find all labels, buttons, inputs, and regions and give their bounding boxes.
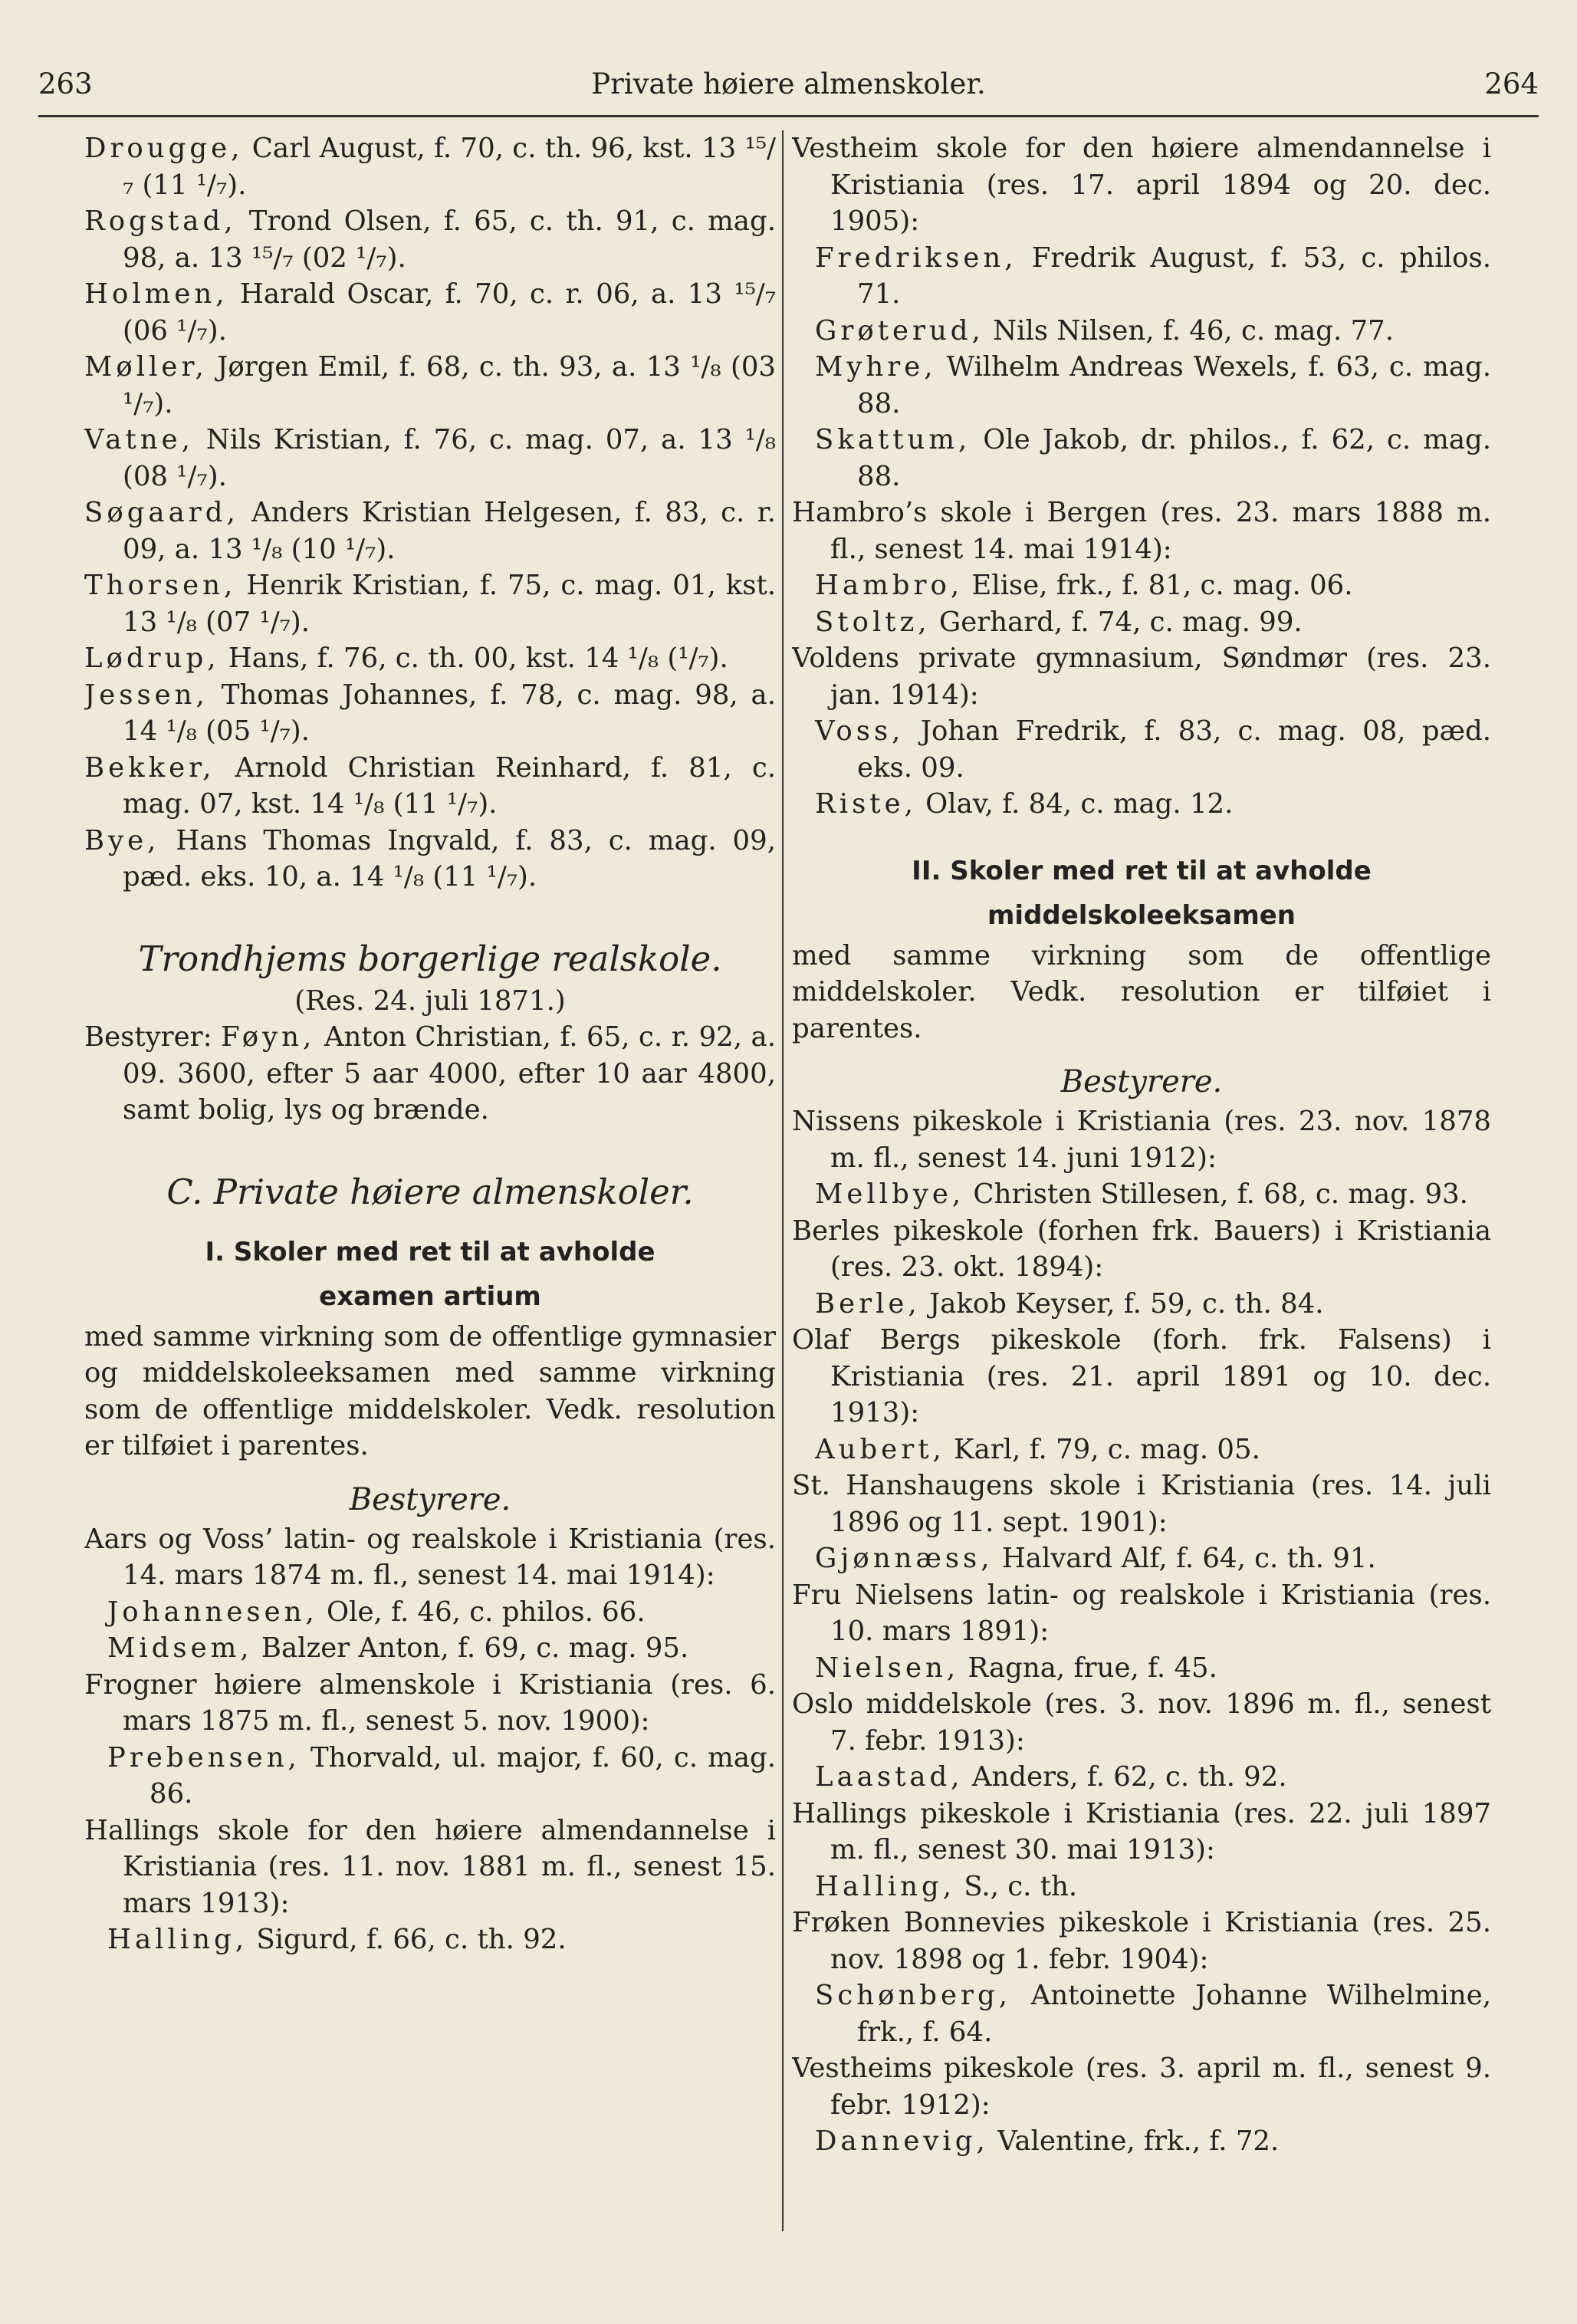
person-details: Fredrik August, f. 53, c. philos. 71. <box>857 242 1491 310</box>
right-school-list <box>792 1103 1491 2160</box>
right-entries-top <box>792 130 1491 823</box>
school-entry: St. Hanshaugens skole i Kristiania (res. 14. juli 1896 og 11. sept. 1901): <box>792 1470 1491 1538</box>
section-ii-heading-1: II. Skoler med ret til at avholde <box>912 855 1372 886</box>
person-name: Gjønnæss, <box>815 1543 994 1574</box>
person-name: Skattum, <box>815 424 971 455</box>
school-entry: Berles pikeskole (forhen frk. Bauers) i Kristiania (res. 23. okt. 1894): <box>792 1215 1491 1283</box>
person-name: Riste, <box>815 788 917 820</box>
school-entry: Hallings pikeskole i Kristiania (res. 22. juli 1897 m. fl., senest 30. mai 1913): <box>792 1797 1491 1865</box>
school-entry: Voldens private gymnasium, Søndmør (res. 23. jan. 1914): <box>792 643 1491 711</box>
person-details: Thorvald, ul. major, f. 60, c. mag. 86. <box>149 1741 776 1810</box>
person-details: Nils Kristian, f. 76, c. mag. 07, a. 13 ¹/₈ (08 ¹/₇). <box>123 424 776 492</box>
person-entry <box>792 1759 1491 1796</box>
section-i-heading-2: examen artium <box>319 1280 541 1312</box>
person-details: Anton Christian, f. 65, c. r. 92, a. 09. 3600, efter 5 aar 4000, efter 10 aar 4800, samt bolig, lys og brænde. <box>123 1021 776 1126</box>
person-name: Schønberg, <box>815 1980 1012 2011</box>
person-details: Harald Oscar, f. 70, c. r. 06, a. 13 ¹⁵/₇ (06 ¹/₇). <box>123 278 776 347</box>
person-name: Rogstad, <box>84 205 237 237</box>
person-details: Jørgen Emil, f. 68, c. th. 93, a. 13 ¹/₈ (03 ¹/₇). <box>123 351 776 419</box>
person-name: Fredriksen, <box>815 242 1017 274</box>
person-entry <box>792 604 1491 641</box>
person-details: Arnold Christian Reinhard, f. 81, c. mag. 07, kst. 14 ¹/₈ (11 ¹/₇). <box>123 751 776 820</box>
person-entry <box>84 750 776 823</box>
person-name: Hambro, <box>815 570 964 601</box>
person-entry <box>84 1740 776 1813</box>
person-details: Wilhelm Andreas Wexels, f. 63, c. mag. 88. <box>857 351 1491 419</box>
person-name: Berle, <box>815 1287 921 1320</box>
person-details: Sigurd, f. 66, c. th. 92. <box>248 1924 567 1955</box>
person-entry <box>792 567 1491 604</box>
person-entry <box>792 1286 1491 1323</box>
person-name: Holmen, <box>84 278 228 310</box>
bestyrere-heading: Bestyrere. <box>349 1481 511 1517</box>
person-entry <box>84 495 776 567</box>
person-entry <box>792 786 1491 823</box>
person-name: Bye, <box>84 824 160 856</box>
person-entry <box>792 422 1491 495</box>
person-entry <box>84 276 776 349</box>
person-entry <box>792 713 1491 786</box>
person-details: Trond Olsen, f. 65, c. th. 91, c. mag. 98, a. 13 ¹⁵/₇ (02 ¹/₇). <box>123 205 776 274</box>
bestyrere-heading: Bestyrere. <box>1060 1064 1223 1100</box>
person-entry <box>84 677 776 750</box>
person-details: Ragna, frue, f. 45. <box>959 1652 1217 1684</box>
person-entry <box>84 203 776 276</box>
person-entry <box>84 130 776 203</box>
person-details: Valentine, frk., f. 72. <box>988 2125 1280 2157</box>
school-entry: Frøken Bonnevies pikeskole i Kristiania (res. 25. nov. 1898 og 1. febr. 1904): <box>792 1907 1491 1975</box>
left-entries-top <box>84 130 776 896</box>
person-details: Carl August, f. 70, c. th. 96, kst. 13 ¹⁵/₇ (11 ¹/₇). <box>123 133 776 201</box>
person-details: Anders, f. 62, c. th. 92. <box>963 1761 1287 1793</box>
person-name: Thorsen, <box>84 570 237 601</box>
person-details: Ole Jakob, dr. philos., f. 62, c. mag. 88. <box>857 424 1491 492</box>
person-entry <box>792 1869 1491 1905</box>
right-column <box>792 130 1491 2277</box>
person-name: Aubert, <box>815 1433 945 1465</box>
person-details: Hans, f. 76, c. th. 00, kst. 14 ¹/₈ (¹/₇). <box>219 643 728 674</box>
school-entry: Aars og Voss’ latin- og realskole i Kristiania (res. 14. mars 1874 m. fl., senest 14. mai 1914): <box>84 1523 776 1591</box>
section-i-text: med samme virkning som de offentlige gymnasier og middelskoleeksamen med samme virkning som de offentlige middelskoler. Vedk. resolution er tilføiet i parentes. <box>84 1320 776 1461</box>
person-details: Johan Fredrik, f. 83, c. mag. 08, pæd. eks. 09. <box>857 715 1491 784</box>
person-name: Halling, <box>815 1870 956 1902</box>
left-school-list <box>84 1521 776 1958</box>
person-name: Stoltz, <box>815 606 931 638</box>
section-c-heading: C. Private høiere almenskoler. <box>166 1171 694 1212</box>
page-header <box>38 61 1539 117</box>
person-details: Jakob Keyser, f. 59, c. th. 84. <box>920 1287 1324 1320</box>
person-name: Halling, <box>107 1924 248 1955</box>
person-details: Antoinette Johanne Wilhelmine, frk., f. 64. <box>857 1980 1491 2048</box>
person-entry <box>84 567 776 640</box>
school-entry: Hambro’s skole i Bergen (res. 23. mars 1888 m. fl., senest 14. mai 1914): <box>792 497 1491 565</box>
person-details: Thomas Johannes, f. 78, c. mag. 98, a. 14 ¹/₈ (05 ¹/₇). <box>123 679 776 747</box>
school-entry: Fru Nielsens latin- og realskole i Kristiania (res. 10. mars 1891): <box>792 1579 1491 1647</box>
person-details: Ole, f. 46, c. philos. 66. <box>317 1596 646 1628</box>
person-entry <box>792 349 1491 422</box>
left-column <box>84 130 776 2277</box>
person-entry <box>792 240 1491 313</box>
section-i-heading-1: I. Skoler med ret til at avholde <box>205 1236 655 1267</box>
person-entry <box>84 1921 776 1958</box>
person-name: Laastad, <box>815 1761 964 1793</box>
column-divider <box>782 130 784 2231</box>
person-name: Voss, <box>815 715 905 747</box>
person-entry <box>84 823 776 896</box>
person-name: Mellbye, <box>815 1178 965 1210</box>
section-ii-text: med samme virkning som de offentlige middelskoler. Vedk. resolution er tilføiet i parentes. <box>792 939 1491 1044</box>
person-details: Halvard Alf, f. 64, c. th. 91. <box>993 1543 1376 1574</box>
person-name: Søgaard, <box>84 497 239 528</box>
trondhjem-title: Trondhjems borgerlige realskole. <box>138 938 722 979</box>
person-entry <box>792 1176 1491 1213</box>
person-details: Christen Stillesen, f. 68, c. mag. 93. <box>964 1178 1468 1210</box>
person-details: Balzer Anton, f. 69, c. mag. 95. <box>252 1632 689 1664</box>
person-details: Anders Kristian Helgesen, f. 83, c. r. 09, a. 13 ¹/₈ (10 ¹/₇). <box>123 497 776 565</box>
school-entry: Vestheim skole for den høiere almendannelse i Kristiania (res. 17. april 1894 og 20. dec. 1905): <box>792 133 1491 237</box>
person-details: Nils Nilsen, f. 46, c. mag. 77. <box>984 314 1395 347</box>
person-entry <box>84 640 776 677</box>
person-details: Henrik Kristian, f. 75, c. mag. 01, kst. 13 ¹/₈ (07 ¹/₇). <box>123 570 776 638</box>
person-entry <box>792 2123 1491 2160</box>
school-entry: Frogner høiere almenskole i Kristiania (res. 6. mars 1875 m. fl., senest 5. nov. 1900): <box>84 1668 776 1737</box>
person-name: Johannesen, <box>107 1596 318 1628</box>
person-name: Føyn, <box>221 1021 316 1053</box>
person-details: Hans Thomas Ingvald, f. 83, c. mag. 09, pæd. eks. 10, a. 14 ¹/₈ (11 ¹/₇). <box>123 824 776 892</box>
person-name: Nielsen, <box>815 1652 960 1684</box>
person-name: Dannevig, <box>815 2125 989 2157</box>
person-entry <box>84 1630 776 1667</box>
person-name: Vatne, <box>84 424 194 455</box>
trondhjem-res: (Res. 24. juli 1871.) <box>294 984 566 1017</box>
school-entry: Oslo middelskole (res. 3. nov. 1896 m. fl., senest 7. febr. 1913): <box>792 1688 1491 1757</box>
trondhjem-bestyrer <box>84 1019 776 1129</box>
person-entry <box>792 1977 1491 2050</box>
person-entry <box>792 1650 1491 1687</box>
person-name: Drougge, <box>84 133 244 164</box>
page-number-right: 264 <box>1484 67 1539 100</box>
section-ii-heading-2: middelskoleeksamen <box>987 899 1296 931</box>
person-details: Elise, frk., f. 81, c. mag. 06. <box>963 570 1353 601</box>
person-details: Olav, f. 84, c. mag. 12. <box>916 788 1234 820</box>
person-name: Bekker, <box>84 751 215 784</box>
school-entry: Olaf Bergs pikeskole (forh. frk. Falsens) i Kristiania (res. 21. april 1891 og 10. dec. 1913): <box>792 1324 1491 1428</box>
person-name: Myhre, <box>815 351 937 383</box>
person-details: Karl, f. 79, c. mag. 05. <box>945 1433 1260 1465</box>
person-entry <box>84 349 776 422</box>
person-entry <box>84 1594 776 1631</box>
person-entry <box>84 422 776 495</box>
person-name: Midsem, <box>107 1632 253 1664</box>
person-name: Jessen, <box>84 679 209 711</box>
running-title: Private høiere almenskoler. <box>591 67 986 100</box>
person-entry <box>792 1540 1491 1577</box>
school-entry: Vestheims pikeskole (res. 3. april m. fl., senest 9. febr. 1912): <box>792 2053 1491 2121</box>
person-name: Prebensen, <box>107 1741 301 1773</box>
school-entry: Hallings skole for den høiere almendannelse i Kristiania (res. 11. nov. 1881 m. fl., senest 15. mars 1913): <box>84 1814 776 1919</box>
person-details: Gerhard, f. 74, c. mag. 99. <box>930 606 1303 638</box>
person-details: S., c. th. <box>955 1870 1078 1902</box>
person-entry <box>792 1432 1491 1468</box>
person-entry <box>792 313 1491 350</box>
school-entry: Nissens pikeskole i Kristiania (res. 23. nov. 1878 m. fl., senest 14. juni 1912): <box>792 1106 1491 1174</box>
person-name: Møller, <box>84 351 208 383</box>
person-name: Lødrup, <box>84 643 220 674</box>
bestyrer-label: Bestyrer: <box>84 1021 222 1053</box>
person-name: Grøterud, <box>815 314 984 347</box>
page-number-left: 263 <box>38 67 93 100</box>
